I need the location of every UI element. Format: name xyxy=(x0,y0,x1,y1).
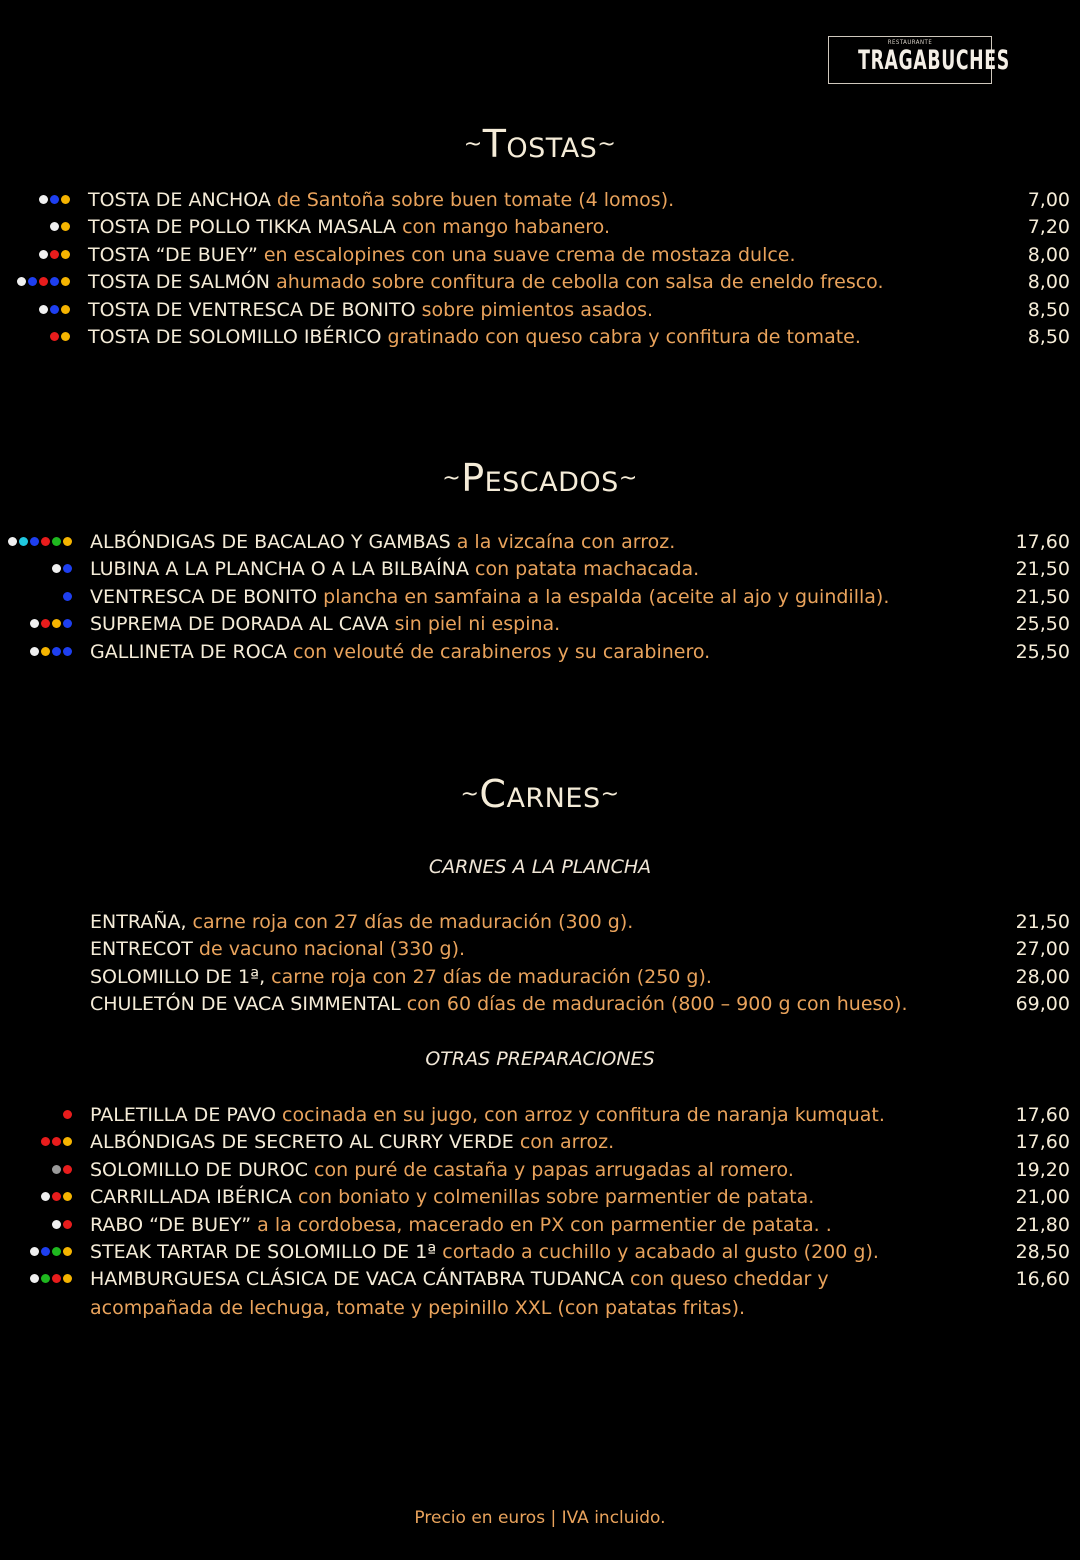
item-description: plancha en samfaina a la espalda (aceite al ajo y guindilla). xyxy=(317,585,890,608)
menu-item xyxy=(0,241,1080,269)
item-text xyxy=(90,908,633,936)
item-name: TOSTA DE VENTRESCA DE BONITO xyxy=(88,298,416,321)
allergen-dots xyxy=(39,305,70,314)
allergen-dots xyxy=(63,592,72,601)
item-price: 21,50 xyxy=(1015,911,1070,933)
item-description: carne roja con 27 días de maduración (250 g). xyxy=(265,965,712,988)
item-description: con queso cheddar y xyxy=(623,1268,829,1291)
allergen-dot-icon xyxy=(50,332,59,341)
allergen-dots xyxy=(41,1137,72,1146)
allergen-dots xyxy=(63,1110,72,1119)
allergen-dots xyxy=(8,537,72,546)
item-text xyxy=(88,213,610,241)
item-text xyxy=(88,186,674,214)
menu-item xyxy=(0,1128,1080,1156)
item-name: TOSTA “DE BUEY” xyxy=(88,243,258,266)
item-description: con 60 días de maduración (800 – 900 g con hueso). xyxy=(400,993,908,1016)
item-description: carne roja con 27 días de maduración (300 g). xyxy=(186,911,634,933)
allergen-dot-icon xyxy=(17,277,26,286)
menu-item xyxy=(0,610,1080,638)
allergen-dot-icon xyxy=(52,1137,61,1146)
allergen-dot-icon xyxy=(63,1192,72,1201)
item-text xyxy=(90,1156,794,1184)
item-name: ALBÓNDIGAS DE SECRETO AL CURRY VERDE xyxy=(90,1131,514,1154)
allergen-dot-icon xyxy=(61,195,70,204)
item-text xyxy=(90,963,712,991)
allergen-dot-icon xyxy=(30,537,39,546)
item-text xyxy=(90,935,465,963)
item-description: con patata machacada. xyxy=(468,558,700,581)
allergen-dot-icon xyxy=(8,537,17,546)
allergen-dot-icon xyxy=(39,250,48,259)
item-name: RABO “DE BUEY” xyxy=(90,1213,252,1236)
allergen-dots xyxy=(39,250,70,259)
item-price: 25,50 xyxy=(1015,640,1070,663)
item-description: con velouté de carabineros y su carabinero. xyxy=(286,640,711,663)
logo-name: TRAGABUCHES xyxy=(858,45,1010,76)
menu-item xyxy=(0,638,1080,666)
allergen-dot-icon xyxy=(63,564,72,573)
item-description: de Santoña sobre buen tomate (4 lomos). xyxy=(270,189,675,211)
item-name: SOLOMILLO DE 1ª, xyxy=(90,965,266,988)
item-name: STEAK TARTAR DE SOLOMILLO DE 1ª xyxy=(90,1241,437,1263)
allergen-dot-icon xyxy=(30,619,39,628)
allergen-dot-icon xyxy=(41,1274,50,1283)
item-name: PALETILLA DE PAVO xyxy=(90,1104,277,1126)
allergen-dot-icon xyxy=(52,1247,61,1256)
item-name: ALBÓNDIGAS DE BACALAO Y GAMBAS xyxy=(90,531,451,553)
allergen-dot-icon xyxy=(63,1220,72,1229)
item-text xyxy=(90,1128,614,1156)
item-price: 19,20 xyxy=(1015,1158,1070,1181)
item-price: 8,50 xyxy=(1027,298,1070,321)
allergen-dot-icon xyxy=(61,277,70,286)
allergen-dot-icon xyxy=(50,195,59,204)
allergen-dots xyxy=(30,619,72,628)
allergen-dot-icon xyxy=(41,1137,50,1146)
allergen-dot-icon xyxy=(63,1137,72,1146)
allergen-dots xyxy=(17,277,70,286)
allergen-dot-icon xyxy=(41,1247,50,1256)
item-description: con arroz. xyxy=(513,1131,615,1154)
allergen-dot-icon xyxy=(52,1274,61,1283)
item-text xyxy=(90,1265,829,1293)
allergen-dots xyxy=(50,222,70,231)
allergen-dot-icon xyxy=(39,195,48,204)
item-price: 8,50 xyxy=(1027,326,1070,348)
item-name: ENTRECOT xyxy=(90,938,193,961)
item-price: 21,80 xyxy=(1015,1213,1070,1236)
item-description: de vacuno nacional (330 g). xyxy=(192,938,466,961)
allergen-dot-icon xyxy=(30,647,39,656)
item-description-continued: acompañada de lechuga, tomate y pepinillo XXL (con patatas fritas). xyxy=(90,1296,746,1319)
menu-item xyxy=(0,908,1080,936)
menu-item xyxy=(0,935,1080,963)
item-description: cocinada en su jugo, con arroz y confitura de naranja kumquat. xyxy=(276,1104,885,1126)
item-name: CHULETÓN DE VACA SIMMENTAL xyxy=(90,993,401,1016)
section-title-tostas: ~TOSTAS~ xyxy=(463,122,617,166)
menu-item xyxy=(0,1238,1080,1266)
menu-item xyxy=(0,1265,1080,1293)
item-name: SUPREMA DE DORADA AL CAVA xyxy=(90,613,389,636)
item-text xyxy=(90,528,675,556)
allergen-dots xyxy=(30,1247,72,1256)
allergen-dot-icon xyxy=(50,250,59,259)
item-price: 7,20 xyxy=(1027,216,1070,239)
allergen-dots xyxy=(52,564,72,573)
menu-item xyxy=(0,583,1080,611)
menu-item xyxy=(0,296,1080,324)
item-name: SOLOMILLO DE DUROC xyxy=(90,1158,308,1181)
allergen-dot-icon xyxy=(41,1192,50,1201)
allergen-dot-icon xyxy=(63,537,72,546)
item-name: CARRILLADA IBÉRICA xyxy=(90,1186,292,1209)
item-text xyxy=(90,1101,885,1129)
item-price: 28,50 xyxy=(1015,1241,1070,1263)
allergen-dot-icon xyxy=(41,647,50,656)
item-description: ahumado sobre confitura de cebolla con salsa de eneldo fresco. xyxy=(270,271,884,294)
allergen-dot-icon xyxy=(52,1220,61,1229)
item-text xyxy=(90,610,560,638)
allergen-dot-icon xyxy=(41,537,50,546)
restaurant-logo xyxy=(828,36,1010,84)
item-name: GALLINETA DE ROCA xyxy=(90,640,287,663)
item-price: 21,50 xyxy=(1015,558,1070,581)
menu-item xyxy=(0,268,1080,296)
allergen-dots xyxy=(30,1274,72,1283)
allergen-dot-icon xyxy=(28,277,37,286)
allergen-dot-icon xyxy=(63,1274,72,1283)
allergen-dot-icon xyxy=(41,619,50,628)
menu-item xyxy=(0,1211,1080,1239)
item-text xyxy=(88,296,653,324)
item-name: TOSTA DE POLLO TIKKA MASALA xyxy=(88,216,397,239)
allergen-dot-icon xyxy=(63,647,72,656)
item-price: 21,50 xyxy=(1015,585,1070,608)
allergen-dot-icon xyxy=(39,277,48,286)
menu-item xyxy=(0,186,1080,214)
item-description: con boniato y colmenillas sobre parmentier de patata. xyxy=(291,1186,815,1209)
item-description: sobre pimientos asados. xyxy=(415,298,654,321)
allergen-dot-icon xyxy=(63,592,72,601)
item-name: TOSTA DE ANCHOA xyxy=(88,189,271,211)
allergen-dot-icon xyxy=(52,537,61,546)
item-price: 17,60 xyxy=(1015,1131,1070,1154)
item-description: a la vizcaína con arroz. xyxy=(450,531,676,553)
allergen-dot-icon xyxy=(61,332,70,341)
subheading-otras: OTRAS PREPARACIONES xyxy=(425,1048,655,1070)
allergen-dots xyxy=(52,1220,72,1229)
item-description: con puré de castaña y papas arrugadas al romero. xyxy=(308,1158,794,1181)
item-description: a la cordobesa, macerado en PX con parmentier de patata. . xyxy=(251,1213,832,1236)
item-name: HAMBURGUESA CLÁSICA DE VACA CÁNTABRA TUDANCA xyxy=(90,1268,624,1291)
item-price: 17,60 xyxy=(1015,531,1070,553)
allergen-dot-icon xyxy=(61,222,70,231)
allergen-dots xyxy=(52,1165,72,1174)
section-title-pescados: ~PESCADOS~ xyxy=(442,456,638,500)
section-title-carnes: ~CARNES~ xyxy=(460,772,620,816)
allergen-dot-icon xyxy=(52,1165,61,1174)
footer-note: Precio en euros | IVA incluido. xyxy=(414,1508,666,1528)
item-text xyxy=(90,583,889,611)
item-price: 8,00 xyxy=(1027,243,1070,266)
item-text xyxy=(88,323,861,351)
allergen-dot-icon xyxy=(50,277,59,286)
menu-item xyxy=(0,1183,1080,1211)
subheading-plancha: CARNES A LA PLANCHA xyxy=(428,856,652,878)
allergen-dot-icon xyxy=(52,619,61,628)
allergen-dot-icon xyxy=(39,305,48,314)
item-name: TOSTA DE SALMÓN xyxy=(88,271,271,294)
allergen-dot-icon xyxy=(50,222,59,231)
item-description: cortado a cuchillo y acabado al gusto (200 g). xyxy=(436,1241,879,1263)
item-name: ENTRAÑA, xyxy=(90,911,187,933)
item-price: 7,00 xyxy=(1027,189,1070,211)
menu-item xyxy=(0,555,1080,583)
menu-item xyxy=(0,1101,1080,1129)
allergen-dots xyxy=(41,1192,72,1201)
allergen-dot-icon xyxy=(19,537,28,546)
allergen-dot-icon xyxy=(30,1247,39,1256)
menu-item xyxy=(0,990,1080,1018)
item-price: 69,00 xyxy=(1015,993,1070,1016)
item-name: VENTRESCA DE BONITO xyxy=(90,585,318,608)
allergen-dot-icon xyxy=(63,1110,72,1119)
logo-subtitle: RESTAURANTE xyxy=(887,39,933,46)
allergen-dots xyxy=(30,647,72,656)
item-price: 16,60 xyxy=(1015,1268,1070,1291)
menu-item xyxy=(0,963,1080,991)
allergen-dot-icon xyxy=(30,1274,39,1283)
allergen-dot-icon xyxy=(61,250,70,259)
allergen-dot-icon xyxy=(52,564,61,573)
allergen-dot-icon xyxy=(52,647,61,656)
item-price: 25,50 xyxy=(1015,613,1070,636)
item-description: con mango habanero. xyxy=(396,216,610,239)
item-text xyxy=(88,241,796,269)
item-text xyxy=(90,1238,879,1266)
item-text xyxy=(90,555,699,583)
allergen-dots xyxy=(50,332,70,341)
allergen-dot-icon xyxy=(61,305,70,314)
allergen-dot-icon xyxy=(50,305,59,314)
item-price: 17,60 xyxy=(1015,1104,1070,1126)
item-name: TOSTA DE SOLOMILLO IBÉRICO xyxy=(88,326,382,348)
item-text xyxy=(88,268,884,296)
item-price: 27,00 xyxy=(1015,938,1070,961)
menu-item xyxy=(0,323,1080,351)
menu-item xyxy=(0,528,1080,556)
item-text xyxy=(90,1211,832,1239)
item-price: 8,00 xyxy=(1027,271,1070,294)
item-price: 21,00 xyxy=(1015,1186,1070,1209)
allergen-dot-icon xyxy=(52,1192,61,1201)
allergen-dot-icon xyxy=(63,1165,72,1174)
item-name: LUBINA A LA PLANCHA O A LA BILBAÍNA xyxy=(90,558,469,581)
item-text xyxy=(90,990,908,1018)
item-description: sin piel ni espina. xyxy=(388,613,561,636)
item-description: en escalopines con una suave crema de mostaza dulce. xyxy=(257,243,796,266)
item-description: gratinado con queso cabra y confitura de tomate. xyxy=(381,326,861,348)
allergen-dot-icon xyxy=(63,1247,72,1256)
allergen-dots xyxy=(39,195,70,204)
menu-item-continuation xyxy=(0,1294,1080,1322)
item-price: 28,00 xyxy=(1015,965,1070,988)
allergen-dot-icon xyxy=(63,619,72,628)
menu-item xyxy=(0,1156,1080,1184)
item-text xyxy=(90,1183,814,1211)
menu-item xyxy=(0,213,1080,241)
item-text xyxy=(90,638,710,666)
